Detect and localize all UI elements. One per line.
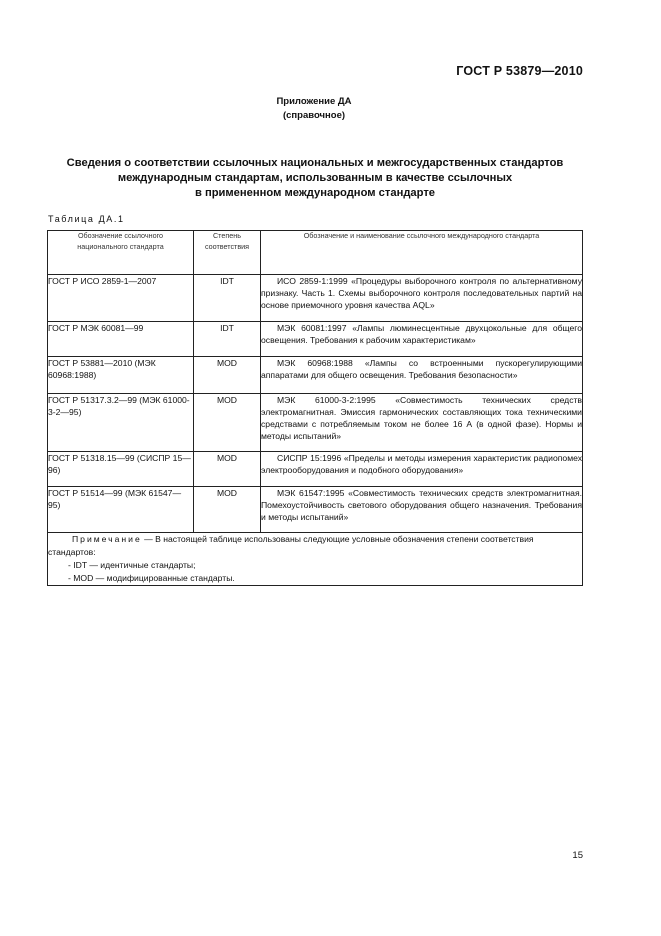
cell-degree: IDT	[194, 275, 261, 322]
note-text: — В настоящей таблице использованы следующие условные обозначения степени соответствия стандартов:	[48, 534, 534, 557]
annex-subtitle: (справочное)	[282, 110, 346, 121]
title-line: международным стандартам, использованным в качестве ссылочных	[117, 172, 513, 184]
cell-national: ГОСТ Р 51318.15—99 (СИСПР 15—96)	[48, 452, 194, 487]
header-degree: Степень соответствия	[194, 231, 261, 275]
table-row	[48, 322, 583, 357]
note-label: Примечание	[72, 534, 142, 544]
cell-national: ГОСТ Р 51514—99 (МЭК 61547—95)	[48, 487, 194, 533]
cell-degree: MOD	[194, 452, 261, 487]
table-caption: Таблица ДА.1	[48, 214, 125, 224]
note-item: - IDT — идентичные стандарты;	[68, 560, 196, 570]
document-code: ГОСТ Р 53879—2010	[456, 64, 583, 78]
note-item: - MOD — модифицированные стандарты.	[68, 573, 235, 583]
section-title	[40, 156, 590, 201]
table-note-row	[48, 533, 583, 586]
annex-heading	[0, 95, 628, 123]
cell-degree: MOD	[194, 357, 261, 394]
page-number: 15	[572, 850, 583, 861]
table-row	[48, 275, 583, 322]
annex-title: Приложение ДА	[276, 96, 352, 107]
title-line: в примененном международном стандарте	[194, 187, 436, 199]
cell-national: ГОСТ Р 51317.3.2—99 (МЭК 61000-3-2—95)	[48, 394, 194, 452]
cell-national: ГОСТ Р 53881—2010 (МЭК 60968:1988)	[48, 357, 194, 394]
title-line: Сведения о соответствии ссылочных национальных и межгосударственных стандартов	[66, 157, 564, 169]
cell-degree: IDT	[194, 322, 261, 357]
table-row	[48, 487, 583, 533]
header-international: Обозначение и наименование ссылочного международного стандарта	[261, 231, 583, 275]
table-note	[48, 533, 583, 586]
cell-national: ГОСТ Р ИСО 2859-1—2007	[48, 275, 194, 322]
cell-international: СИСПР 15:1996 «Пределы и методы измерения характеристик радиопомех электрооборудования и подобного оборудования»	[261, 452, 583, 487]
table-row	[48, 452, 583, 487]
cell-international: МЭК 60081:1997 «Лампы люминесцентные двухцокольные для общего освещения. Требования к рабочим характеристикам»	[261, 322, 583, 357]
correspondence-table	[47, 230, 583, 586]
cell-international: ИСО 2859-1:1999 «Процедуры выборочного контроля по альтернативному признаку. Часть 1. Схемы выборочного контроля последовательных партий на основе приемочного уровня качества AQL»	[261, 275, 583, 322]
table-row	[48, 357, 583, 394]
cell-international: МЭК 61547:1995 «Совместимость технических средств электромагнитная. Помехоустойчивость светового оборудования общего назначения. Требования и методы испытаний»	[261, 487, 583, 533]
cell-degree: MOD	[194, 394, 261, 452]
cell-international: МЭК 60968:1988 «Лампы со встроенными пускорегулирующими аппаратами для общего освещения. Требования безопасности»	[261, 357, 583, 394]
cell-degree: MOD	[194, 487, 261, 533]
table-row	[48, 394, 583, 452]
cell-national: ГОСТ Р МЭК 60081—99	[48, 322, 194, 357]
table-header-row	[48, 231, 583, 275]
header-national: Обозначение ссылочного национального стандарта	[48, 231, 194, 275]
cell-international: МЭК 61000-3-2:1995 «Совместимость технических средств электромагнитная. Эмиссия гармонических составляющих тока техническими средствами с потребляемым током не более 16 А (в одной фазе). Нормы и методы испытаний»	[261, 394, 583, 452]
